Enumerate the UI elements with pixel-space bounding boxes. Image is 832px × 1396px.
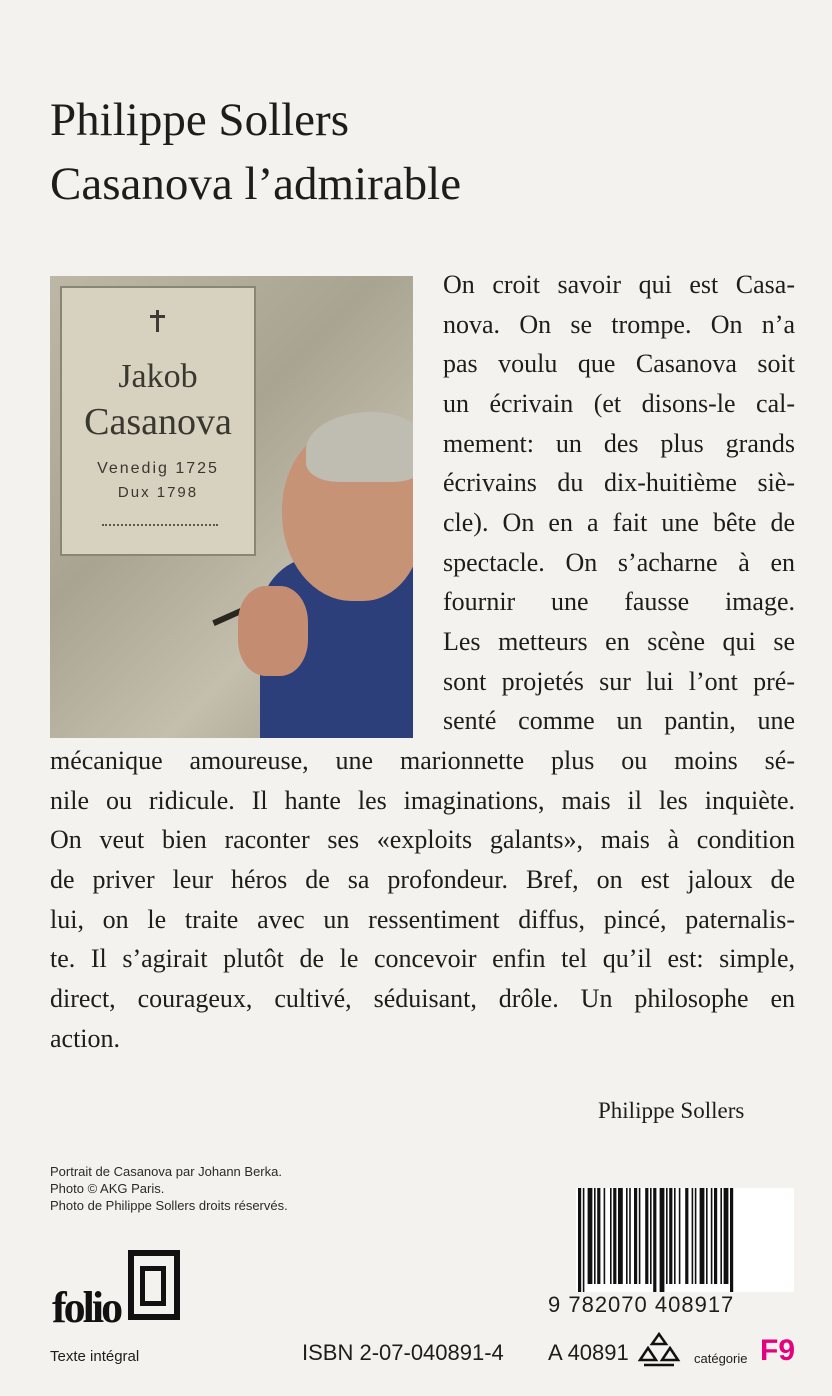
blurb-line: fournir une fausse image. xyxy=(443,587,795,616)
barcode-bar xyxy=(634,1188,637,1284)
blurb-line: de priver leur héros de sa profondeur. Bref, on est jaloux de xyxy=(50,865,795,894)
isbn: ISBN 2-07-040891-4 xyxy=(302,1340,504,1365)
barcode-bar xyxy=(613,1188,616,1284)
barcode-bar xyxy=(645,1188,648,1284)
barcode-bar xyxy=(714,1188,717,1284)
barcode-bar xyxy=(597,1188,600,1284)
folio-wordmark: folio xyxy=(52,1283,121,1332)
barcode-bar xyxy=(706,1188,708,1284)
barcode-bar xyxy=(629,1188,631,1284)
barcode-bar xyxy=(594,1188,596,1284)
barcode-bar xyxy=(588,1188,593,1284)
barcode-bar xyxy=(660,1188,665,1292)
blurb-line: cle). On en a fait une bête de xyxy=(443,508,795,537)
barcode-bar xyxy=(604,1188,606,1284)
barcode-bar xyxy=(700,1188,705,1284)
blurb-line: senté comme un pantin, une xyxy=(443,706,795,735)
plaque-last-name: Casanova xyxy=(84,401,232,443)
barcode-bar xyxy=(711,1188,713,1284)
barcode-bar xyxy=(730,1188,733,1292)
plaque-first-name: Jakob xyxy=(118,358,198,395)
blurb-line: nova. On se trompe. On n’a xyxy=(443,310,795,339)
barcode-digits: 9 782070 408917 xyxy=(548,1292,735,1317)
barcode-bar xyxy=(618,1188,623,1284)
blurb-line: action. xyxy=(50,1024,121,1053)
barcode-bar xyxy=(610,1188,612,1284)
blurb-line: mécanique amoureuse, une marionnette plus ou moins sé- xyxy=(50,746,795,775)
blurb-line: pas voulu que Casanova soit xyxy=(443,349,795,378)
blurb-line: Les metteurs en scène qui se xyxy=(443,627,795,656)
barcode-bar xyxy=(578,1188,581,1292)
barcode-bar xyxy=(674,1188,676,1284)
barcode-bar xyxy=(639,1188,641,1284)
folio-frame-icon xyxy=(128,1250,180,1320)
credit-line: Portrait de Casanova par Johann Berka. xyxy=(50,1164,282,1179)
folio-logo xyxy=(52,1250,192,1334)
blurb-line: mement: un des plus grands xyxy=(443,429,795,458)
photo-credits xyxy=(50,1163,288,1214)
book-title: Casanova l’admirable xyxy=(50,158,462,210)
barcode-bar xyxy=(653,1188,656,1292)
blurb-line: un écrivain (et disons-le cal- xyxy=(443,389,795,418)
blurb-line: On veut bien raconter ses «exploits galants», mais à condition xyxy=(50,825,795,854)
catalog-code: A 40891 xyxy=(548,1340,629,1365)
barcode-bar xyxy=(692,1188,694,1284)
blurb-line: spectacle. On s’acharne à en xyxy=(443,548,795,577)
credit-line: Photo © AKG Paris. xyxy=(50,1181,165,1196)
barcode xyxy=(576,1188,794,1292)
book-author: Philippe Sollers xyxy=(50,94,349,146)
plaque-death: Dux 1798 xyxy=(117,484,199,501)
blurb-line: te. Il s’agirait plutôt de le concevoir enfin tel qu’il est: simple, xyxy=(50,944,795,973)
barcode-bar xyxy=(724,1188,729,1284)
category-label: catégorie xyxy=(694,1351,748,1366)
barcode-bar xyxy=(685,1188,688,1284)
barcode-bar xyxy=(666,1188,668,1284)
barcode-bar xyxy=(695,1188,697,1284)
gallimard-icon xyxy=(636,1330,682,1370)
blurb-line: sont projetés sur lui l’ont pré- xyxy=(443,667,795,696)
barcode-bar xyxy=(583,1188,585,1292)
barcode-bar xyxy=(650,1188,652,1284)
blurb-line: On croit savoir qui est Casa- xyxy=(443,270,795,299)
blurb-line: nile ou ridicule. Il hante les imaginations, mais il les inquiète. xyxy=(50,786,795,815)
blurb-line: direct, courageux, cultivé, séduisant, drôle. Un philosophe en xyxy=(50,984,795,1013)
blurb-line: écrivains du dix-huitième siè- xyxy=(443,468,795,497)
edition-label: Texte intégral xyxy=(50,1348,140,1365)
barcode-bar xyxy=(679,1188,681,1284)
barcode-bar xyxy=(626,1188,628,1284)
barcode-bar xyxy=(669,1188,672,1284)
blurb-signature: Philippe Sollers xyxy=(598,1098,745,1123)
barcode-bar xyxy=(720,1188,722,1284)
credit-line: Photo de Philippe Sollers droits réservés. xyxy=(50,1198,288,1213)
plaque-birth: Venedig 1725 xyxy=(97,460,219,477)
category-code: F9 xyxy=(760,1334,796,1367)
blurb-line: lui, on le traite avec un ressentiment diffus, pincé, paternalis- xyxy=(50,905,795,934)
